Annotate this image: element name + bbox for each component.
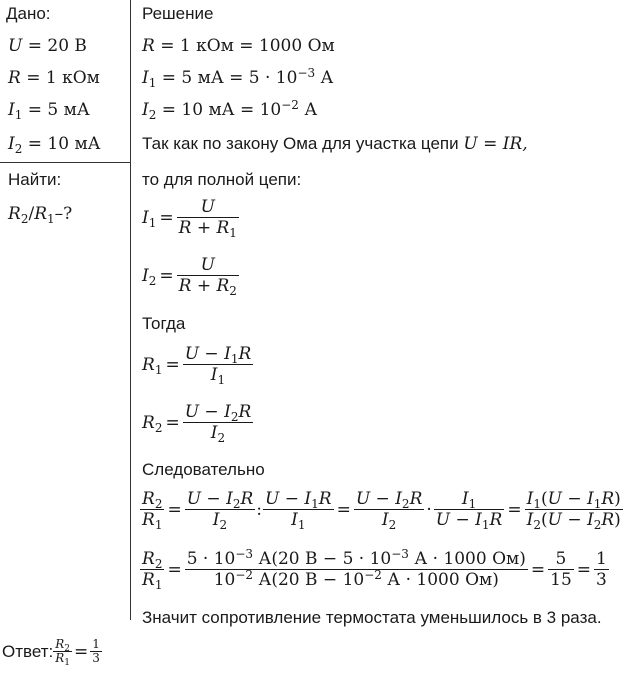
- given-resistance: R = 1 кОм: [8, 68, 100, 88]
- given-divider: [0, 162, 130, 163]
- solution-i2-conversion: $I_2 = 10$ мА = $10^{-2}$ А: [142, 98, 318, 122]
- then-text: Тогда: [142, 314, 186, 333]
- given-voltage: U = 20 В: [8, 36, 87, 56]
- given-title: Дано:: [6, 4, 51, 23]
- formula-ratio: $\frac{R_2}{R_1}$ = $\frac{U - I_2R}{I_2}$ : $\frac{U - I_1R}{I_1}$ = $\frac{U - I_2R}{I_2}$ · $\frac{I_1}{U - I_1R}$ = $\frac{I_1(U - I_1R)}{I_2(U - I_2R)}$: [142, 489, 621, 532]
- therefore-text: Следовательно: [142, 460, 265, 479]
- full-circuit-text: то для полной цепи:: [142, 170, 302, 189]
- solution-r-conversion: R = 1 кОм = 1000 Ом: [142, 36, 335, 56]
- formula-i2: $I_2$ = $\frac{U}{R + R_2}$: [142, 255, 237, 298]
- answer: Ответ: $\frac{R_2}{R_1}$ = $\frac{1}{3}$: [2, 637, 100, 668]
- conclusion-text: Значит сопротивление термостата уменьшилось в 3 раза.: [142, 608, 602, 627]
- formula-numeric: $\frac{R_2}{R_1}$ = $\frac{5 \cdot 10^{-3} А(20 В - 5 \cdot 10^{-3} А \cdot 1000 Ом)}{10^{-2} А(20 В - 10^{-2} А \cdot 1000 Ом)}$ = $\frac{5}{15}$ = $\frac{1}{3}$: [142, 547, 607, 592]
- find-title: Найти:: [8, 170, 62, 189]
- given-current-2: $I_2 = 10$ мА: [8, 134, 101, 156]
- find-question: $R_2/R_1-$?: [8, 204, 73, 226]
- formula-r1: $R_1$ = $\frac{U - I_1R}{I_1}$: [142, 344, 252, 387]
- formula-r2: $R_2$ = $\frac{U - I_2R}{I_2}$: [142, 402, 252, 445]
- ohm-law-text: Так как по закону Ома для участка цепи U = IR,: [142, 134, 528, 154]
- column-divider: [130, 0, 131, 620]
- formula-i1: $I_1$ = $\frac{U}{R + R_1}$: [142, 197, 237, 240]
- solution-i1-conversion: $I_1 = 5$ мА = $5 \cdot 10^{-3}$ А: [142, 66, 334, 90]
- given-current-1: $I_1 = 5$ мА: [8, 100, 90, 122]
- solution-title: Решение: [142, 4, 214, 23]
